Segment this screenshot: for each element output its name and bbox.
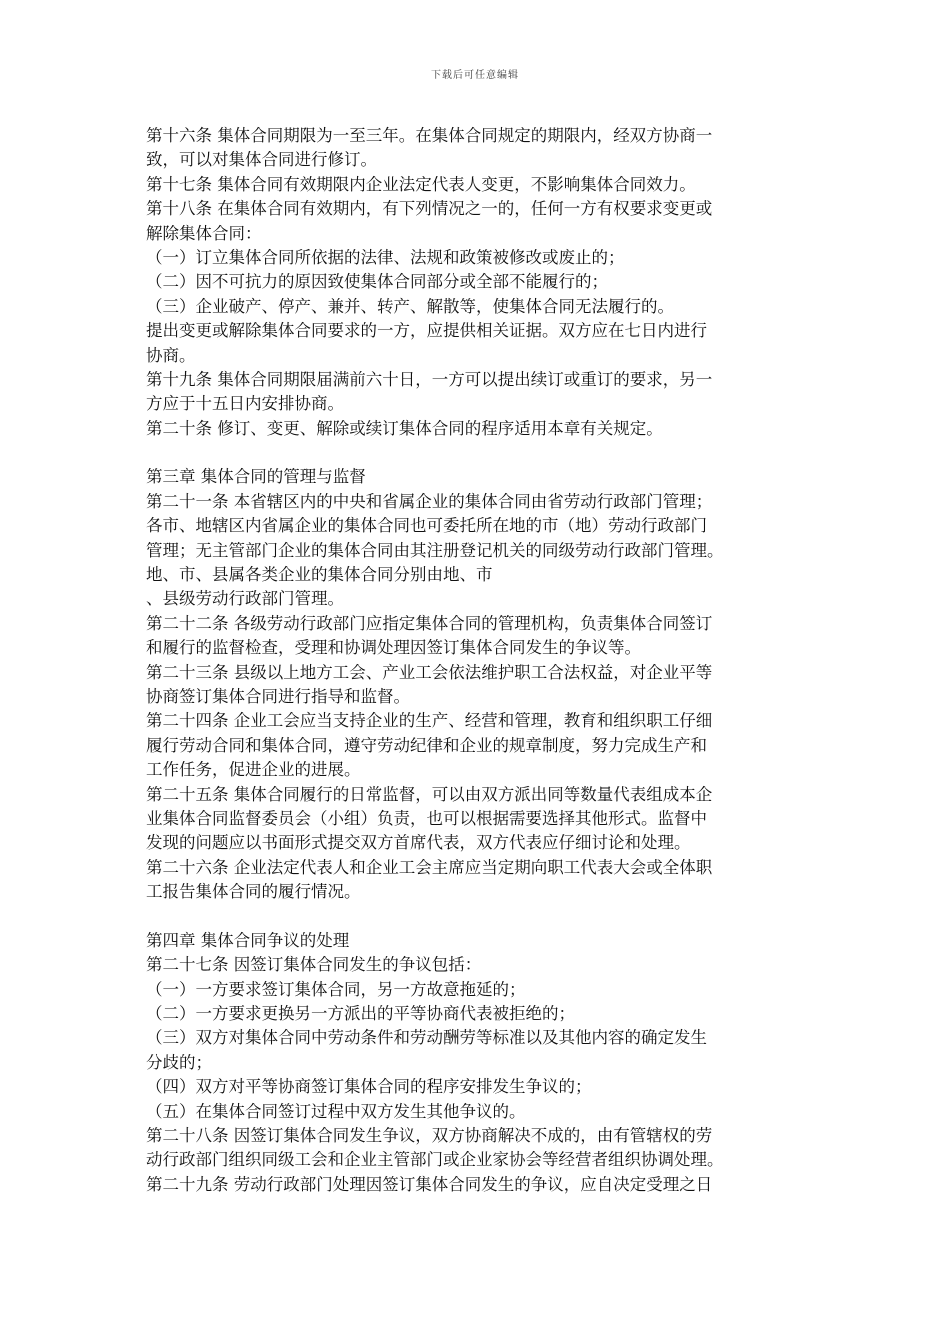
text-line: 第二十三条 县级以上地方工会、产业工会依法维护职工合法权益，对企业平等 [146,662,713,682]
text-line: （四）双方对平等协商签订集体合同的程序安排发生争议的； [146,1077,592,1097]
text-line: 第二十七条 因签订集体合同发生的争议包括： [146,955,482,975]
text-line: 第二十二条 各级劳动行政部门应指定集体合同的管理机构，负责集体合同签订 [146,613,713,633]
blank-line [146,441,810,465]
text-line: （三）企业破产、停产、兼并、转产、解散等，使集体合同无法履行的。 [146,296,674,316]
text-line: 第二十一条 本省辖区内的中央和省属企业的集体合同由省劳动行政部门管理； [146,491,713,511]
text-line: 协商。 [146,345,196,365]
blank-line [146,905,810,929]
text-line: 各市、地辖区内省属企业的集体合同也可委托所在地的市（地）劳动行政部门 [146,516,707,536]
text-line: 第二十六条 企业法定代表人和企业工会主席应当定期向职工代表大会或全体职 [146,857,713,877]
text-line: （一）一方要求签订集体合同，另一方故意拖延的； [146,979,526,999]
text-line: （一）订立集体合同所依据的法律、法规和政策被修改或废止的； [146,247,625,267]
text-line: 致，可以对集体合同进行修订。 [146,150,377,170]
text-line: 第二十条 修订、变更、解除或续订集体合同的程序适用本章有关规定。 [146,418,663,438]
text-line: 提出变更或解除集体合同要求的一方，应提供相关证据。双方应在七日内进行 [146,321,707,341]
text-line: 第二十九条 劳动行政部门处理因签订集体合同发生的争议，应自决定受理之日 [146,1174,713,1194]
text-line: 管理；无主管部门企业的集体合同由其注册登记机关的同级劳动行政部门管理。 [146,540,724,560]
text-line: 工作任务，促进企业的进展。 [146,760,361,780]
text-line: 业集体合同监督委员会（小组）负责，也可以根据需要选择其他形式。监督中 [146,808,707,828]
text-line: 协商签订集体合同进行指导和监督。 [146,686,410,706]
text-line: 第二十八条 因签订集体合同发生争议，双方协商解决不成的，由有管辖权的劳 [146,1126,713,1146]
text-line: 第二十五条 集体合同履行的日常监督，可以由双方派出同等数量代表组成本企 [146,784,713,804]
text-line: （二）一方要求更换另一方派出的平等协商代表被拒绝的； [146,1004,575,1024]
text-line: （五）在集体合同签订过程中双方发生其他争议的。 [146,1101,526,1121]
text-line: 发现的问题应以书面形式提交双方首席代表，双方代表应仔细讨论和处理。 [146,833,691,853]
text-line: 和履行的监督检查，受理和协调处理因签订集体合同发生的争议等。 [146,638,641,658]
text-line: 工报告集体合同的履行情况。 [146,882,361,902]
text-line: （二）因不可抗力的原因致使集体合同部分或全部不能履行的； [146,272,608,292]
text-line: 第十九条 集体合同期限届满前六十日，一方可以提出续订或重订的要求，另一 [146,369,713,389]
text-line: 地、市、县属各类企业的集体合同分别由地、市 [146,565,493,585]
text-line: 解除集体合同： [146,223,262,243]
text-line: 动行政部门组织同级工会和企业主管部门或企业家协会等经营者组织协调处理。 [146,1150,724,1170]
text-line: （三）双方对集体合同中劳动条件和劳动酬劳等标准以及其他内容的确定发生 [146,1028,707,1048]
text-line: 第十七条 集体合同有效期限内企业法定代表人变更，不影响集体合同效力。 [146,174,696,194]
text-line: 第二十四条 企业工会应当支持企业的生产、经营和管理，教育和组织职工仔细 [146,711,713,731]
text-line: 方应于十五日内安排协商。 [146,394,344,414]
text-line: 第十八条 在集体合同有效期内，有下列情况之一的，任何一方有权要求变更或 [146,199,713,219]
text-line: 分歧的； [146,1052,212,1072]
text-line: 、县级劳动行政部门管理。 [146,589,344,609]
text-line: 第四章 集体合同争议的处理 [146,930,350,950]
text-line: 第十六条 集体合同期限为一至三年。在集体合同规定的期限内，经双方协商一 [146,126,713,145]
page-header: 下载后可任意编辑 [431,70,519,81]
text-line: 履行劳动合同和集体合同，遵守劳动纪律和企业的规章制度，努力完成生产和 [146,735,707,755]
text-line: 第三章 集体合同的管理与监督 [146,467,366,487]
document-body [146,124,810,1197]
